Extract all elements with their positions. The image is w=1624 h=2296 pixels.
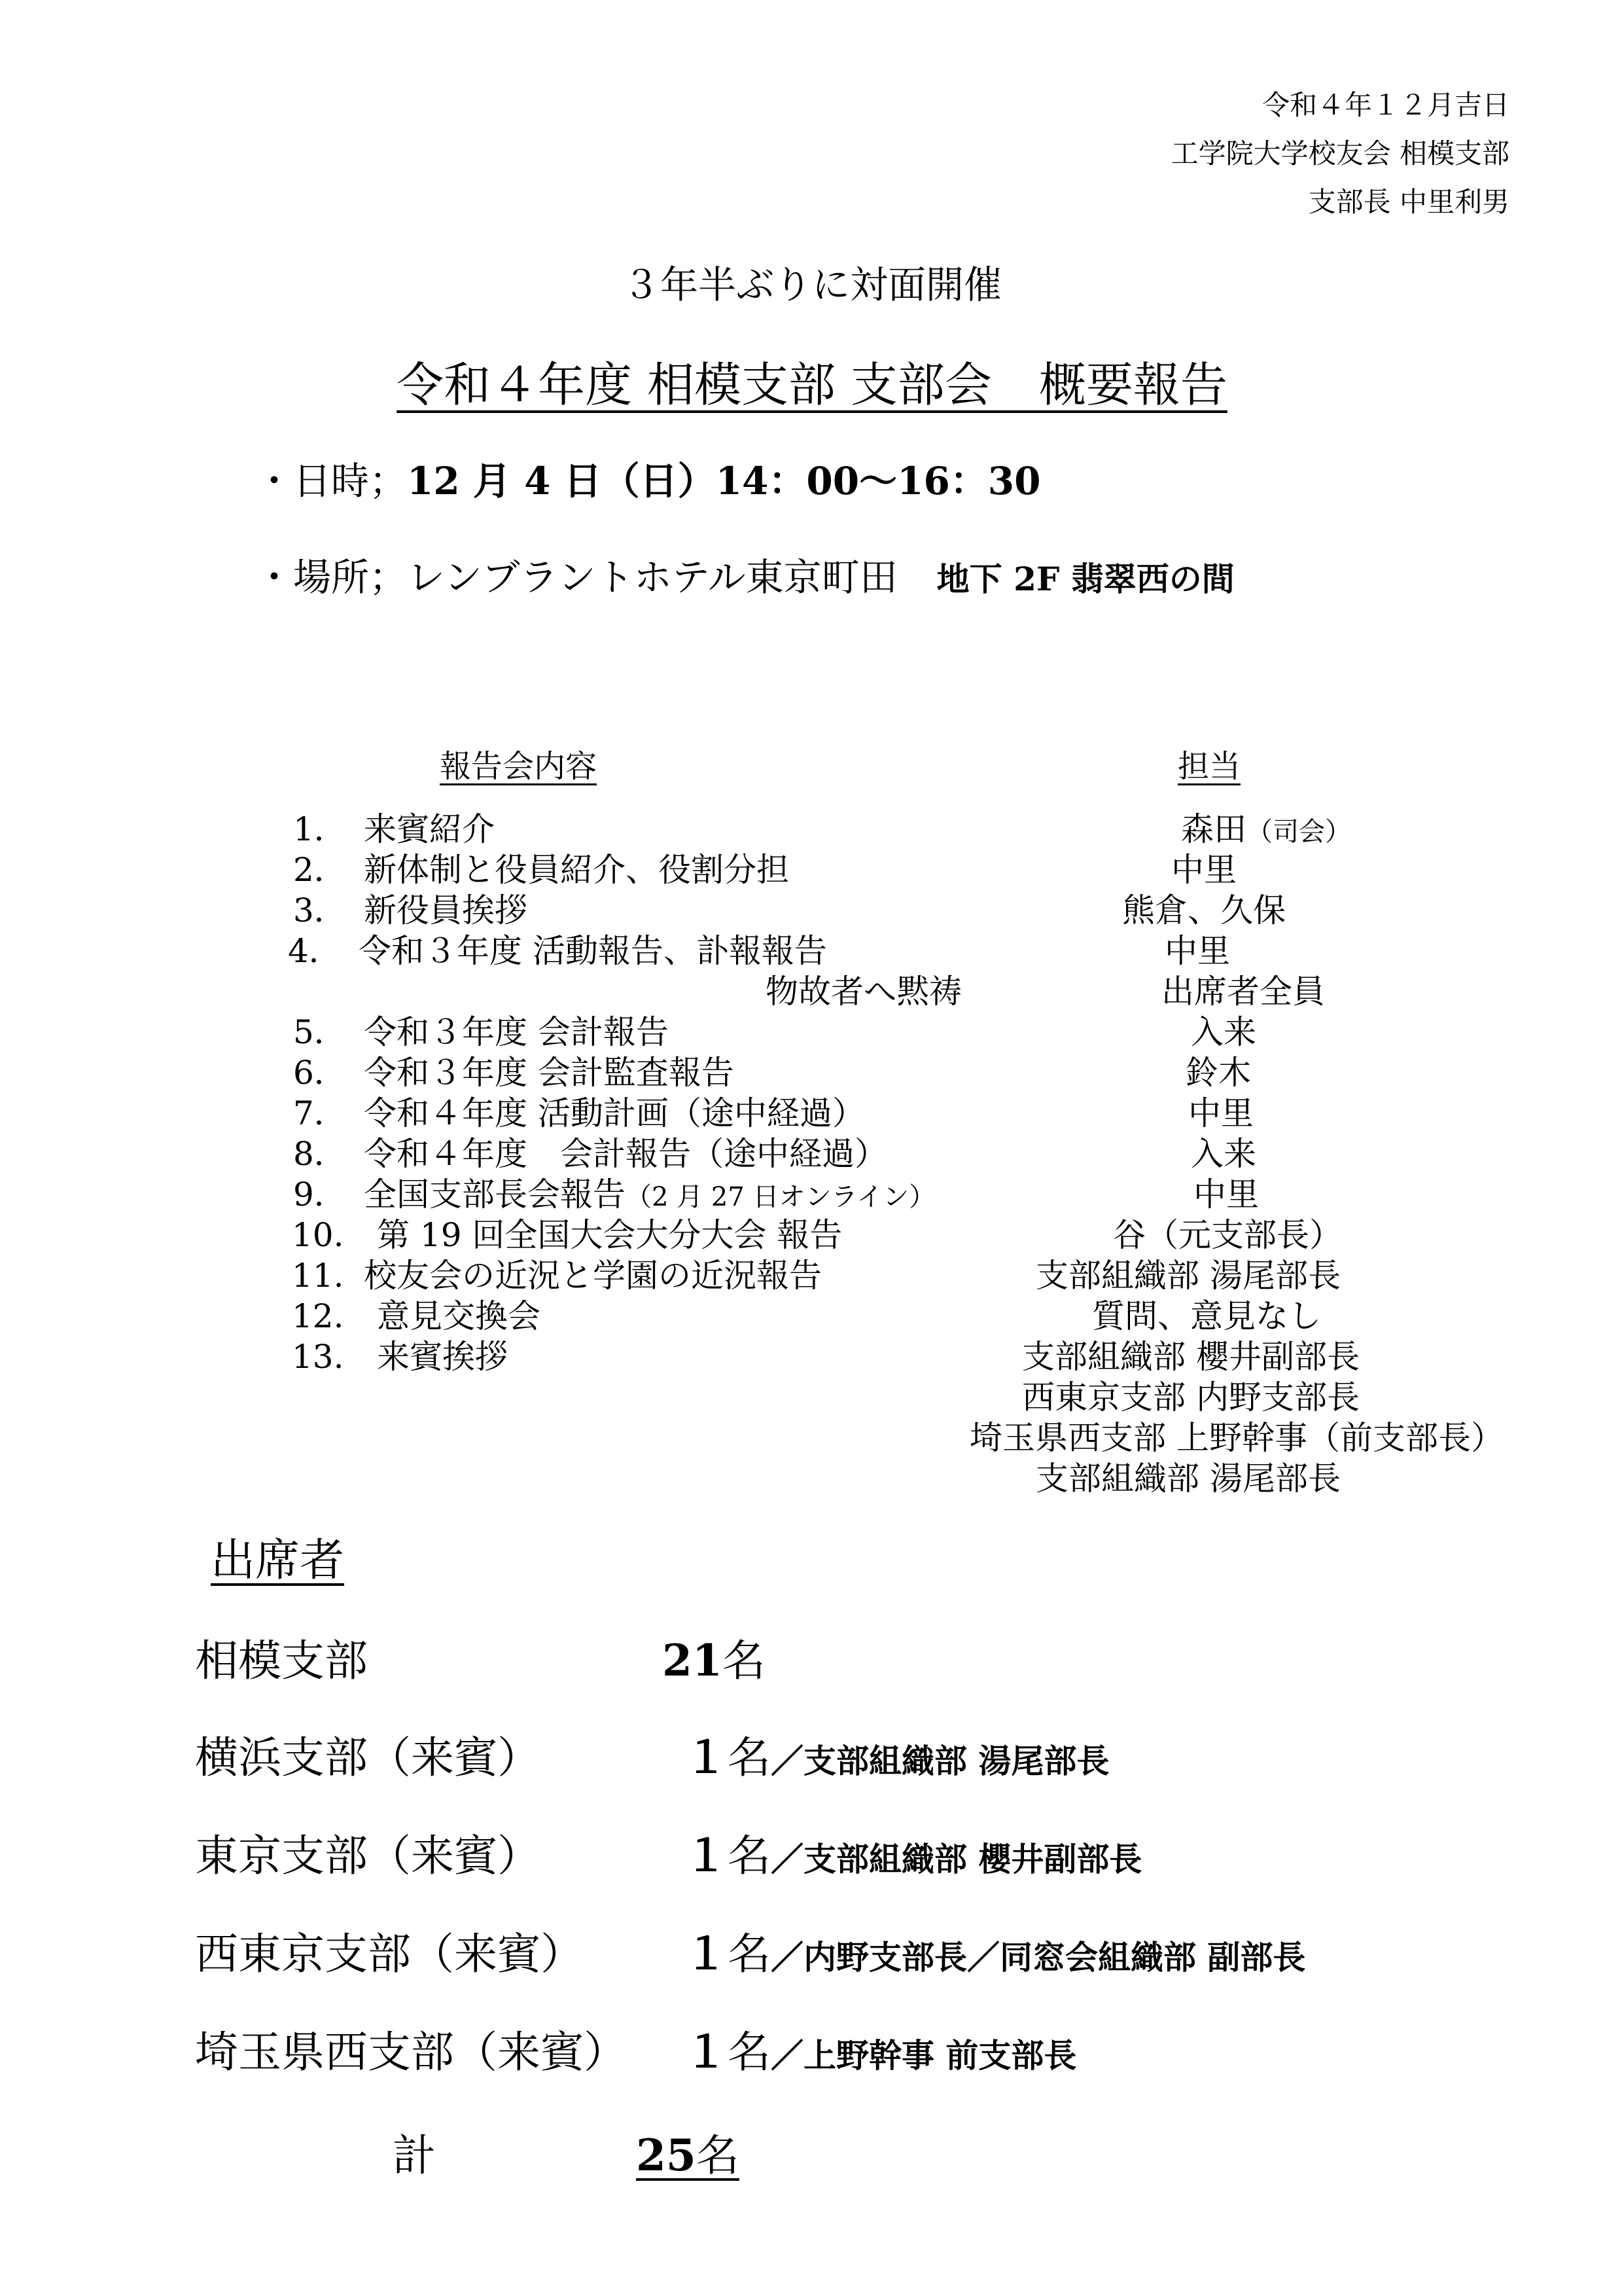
item-owner-note: （司会） <box>1246 817 1351 847</box>
item-number: 10. <box>292 1216 344 1254</box>
item-label: 来賓挨拶 <box>377 1338 508 1376</box>
attendance-number: 21 <box>662 1635 722 1686</box>
attendance-unit: 名 <box>722 1636 766 1686</box>
item-owner: 鈴木 <box>1186 1054 1251 1092</box>
attendance-number: １ <box>684 1928 728 1979</box>
item-owner: 入来 <box>1191 1013 1256 1051</box>
item-number: 4． <box>288 932 342 970</box>
total-label: 計 <box>393 2130 436 2181</box>
total-number: 25 <box>636 2130 696 2181</box>
attendance-number: １ <box>684 1732 728 1783</box>
attendance-note: ／支部組織部 湯尾部長 <box>771 1742 1110 1780</box>
attendance-count <box>662 1626 766 1688</box>
item-owner: 入来 <box>1191 1135 1256 1173</box>
attendance-count <box>684 1723 1109 1785</box>
item-owner: 西東京支部 内野支部長 <box>1022 1378 1360 1416</box>
total-count <box>636 2121 739 2183</box>
datetime-value: 12 月 4 日（日）14：00～16：30 <box>407 459 1041 503</box>
attendance-note: ／支部組織部 櫻井副部長 <box>771 1840 1142 1878</box>
attendance-number: １ <box>684 1830 728 1881</box>
item-owner: 中里 <box>1188 1094 1254 1132</box>
item-label: 校友会の近況と学園の近況報告 <box>364 1257 822 1295</box>
item-owner: 支部組織部 湯尾部長 <box>1036 1257 1341 1295</box>
item-owner: 谷（元支部長） <box>1113 1216 1342 1254</box>
attendance-branch: 相模支部 <box>195 1636 368 1686</box>
item-owner: 中里 <box>1193 1175 1259 1213</box>
item-label: 新体制と役員紹介、役割分担 <box>364 851 789 889</box>
attendance-branch: 東京支部（来賓） <box>195 1831 540 1881</box>
attendance-heading: 出席者 <box>211 1535 345 1587</box>
item-label: 令和３年度 会計報告 <box>364 1013 669 1051</box>
place-line <box>255 547 1235 601</box>
item-number: 5． <box>293 1013 347 1051</box>
item-number: 9． <box>293 1175 347 1213</box>
item-number: 2． <box>293 851 347 889</box>
item-owner: 質問、意見なし <box>1092 1297 1321 1335</box>
program-list <box>0 809 1624 1503</box>
page-title <box>0 347 1624 415</box>
item-number: 6． <box>293 1054 347 1092</box>
attendance-note: ／内野支部長／同窓会組織部 副部長 <box>771 1938 1306 1977</box>
item-label: 意見交換会 <box>377 1297 540 1335</box>
item-owner <box>1181 809 1351 852</box>
attendance-branch: 埼玉県西支部（来賓） <box>195 2027 627 2077</box>
item-number: 3． <box>293 891 347 929</box>
item-owner: 中里 <box>1171 851 1237 889</box>
item-owner: 熊倉、久保 <box>1122 891 1286 929</box>
item-owner: 出席者全員 <box>1161 973 1325 1011</box>
item-label-note: （2 月 27 日オンライン） <box>626 1182 936 1212</box>
attendance-unit: 名 <box>728 1929 771 1979</box>
item-label: 令和４年度 会計報告（途中経過） <box>364 1135 887 1173</box>
place-value: レンブラントホテル東京町田 <box>407 555 898 600</box>
item-label: 物故者へ黙祷 <box>766 973 962 1011</box>
datetime-line <box>255 450 1041 505</box>
organization-name: 工学院大学校友会 相模支部 <box>1171 137 1509 170</box>
page-title-text: 令和４年度 相模支部 支部会 概要報告 <box>397 357 1227 412</box>
item-owner: 支部組織部 櫻井副部長 <box>1022 1338 1360 1376</box>
place-detail: 地下 2F 翡翠西の間 <box>936 560 1235 598</box>
document-date: 令和４年１２月吉日 <box>1262 89 1509 121</box>
attendance-branch: 横浜支部（来賓） <box>195 1732 540 1783</box>
attendance-unit: 名 <box>728 1732 771 1783</box>
place-label: ・場所； <box>255 555 408 600</box>
item-label: 来賓紹介 <box>364 810 495 848</box>
item-label: 令和４年度 活動計画（途中経過） <box>364 1094 865 1132</box>
attendance-count <box>684 1919 1305 1981</box>
item-number: 13. <box>292 1338 344 1376</box>
attendance-unit: 名 <box>728 1831 771 1881</box>
subtitle: ３年半ぶりに対面開催 <box>622 262 1002 307</box>
item-label-text: 全国支部長会報告 <box>364 1175 626 1213</box>
item-owner: 支部組織部 湯尾部長 <box>1036 1460 1341 1498</box>
item-number: 8． <box>293 1135 347 1173</box>
attendance-note: ／上野幹事 前支部長 <box>771 2036 1077 2075</box>
item-number: 7． <box>293 1094 347 1132</box>
item-owner: 埼玉県西支部 上野幹事（前支部長） <box>970 1419 1504 1457</box>
attendance-count <box>684 2017 1076 2079</box>
program-header-owner: 担当 <box>1178 748 1241 785</box>
item-label: 令和３年度 会計監査報告 <box>364 1054 734 1092</box>
item-label: 第 19 回全国大会大分大会 報告 <box>377 1216 843 1254</box>
datetime-label: ・日時； <box>255 459 408 503</box>
attendance-unit: 名 <box>728 2027 771 2077</box>
item-number: 11. <box>292 1257 344 1295</box>
item-label <box>364 1174 935 1217</box>
total-unit: 名 <box>696 2130 739 2181</box>
item-number: 12. <box>292 1297 344 1335</box>
attendance-branch: 西東京支部（来賓） <box>195 1929 584 1979</box>
program-header-content: 報告会内容 <box>440 748 597 785</box>
item-number: 1． <box>293 810 347 848</box>
attendance-count <box>684 1821 1142 1883</box>
author-name: 支部長 中里利男 <box>1308 186 1509 218</box>
item-owner: 中里 <box>1165 932 1230 970</box>
attendance-number: １ <box>684 2026 728 2077</box>
item-owner-name: 森田 <box>1181 810 1246 848</box>
item-label: 新役員挨拶 <box>364 891 527 929</box>
item-label: 令和３年度 活動報告、訃報報告 <box>359 932 827 970</box>
